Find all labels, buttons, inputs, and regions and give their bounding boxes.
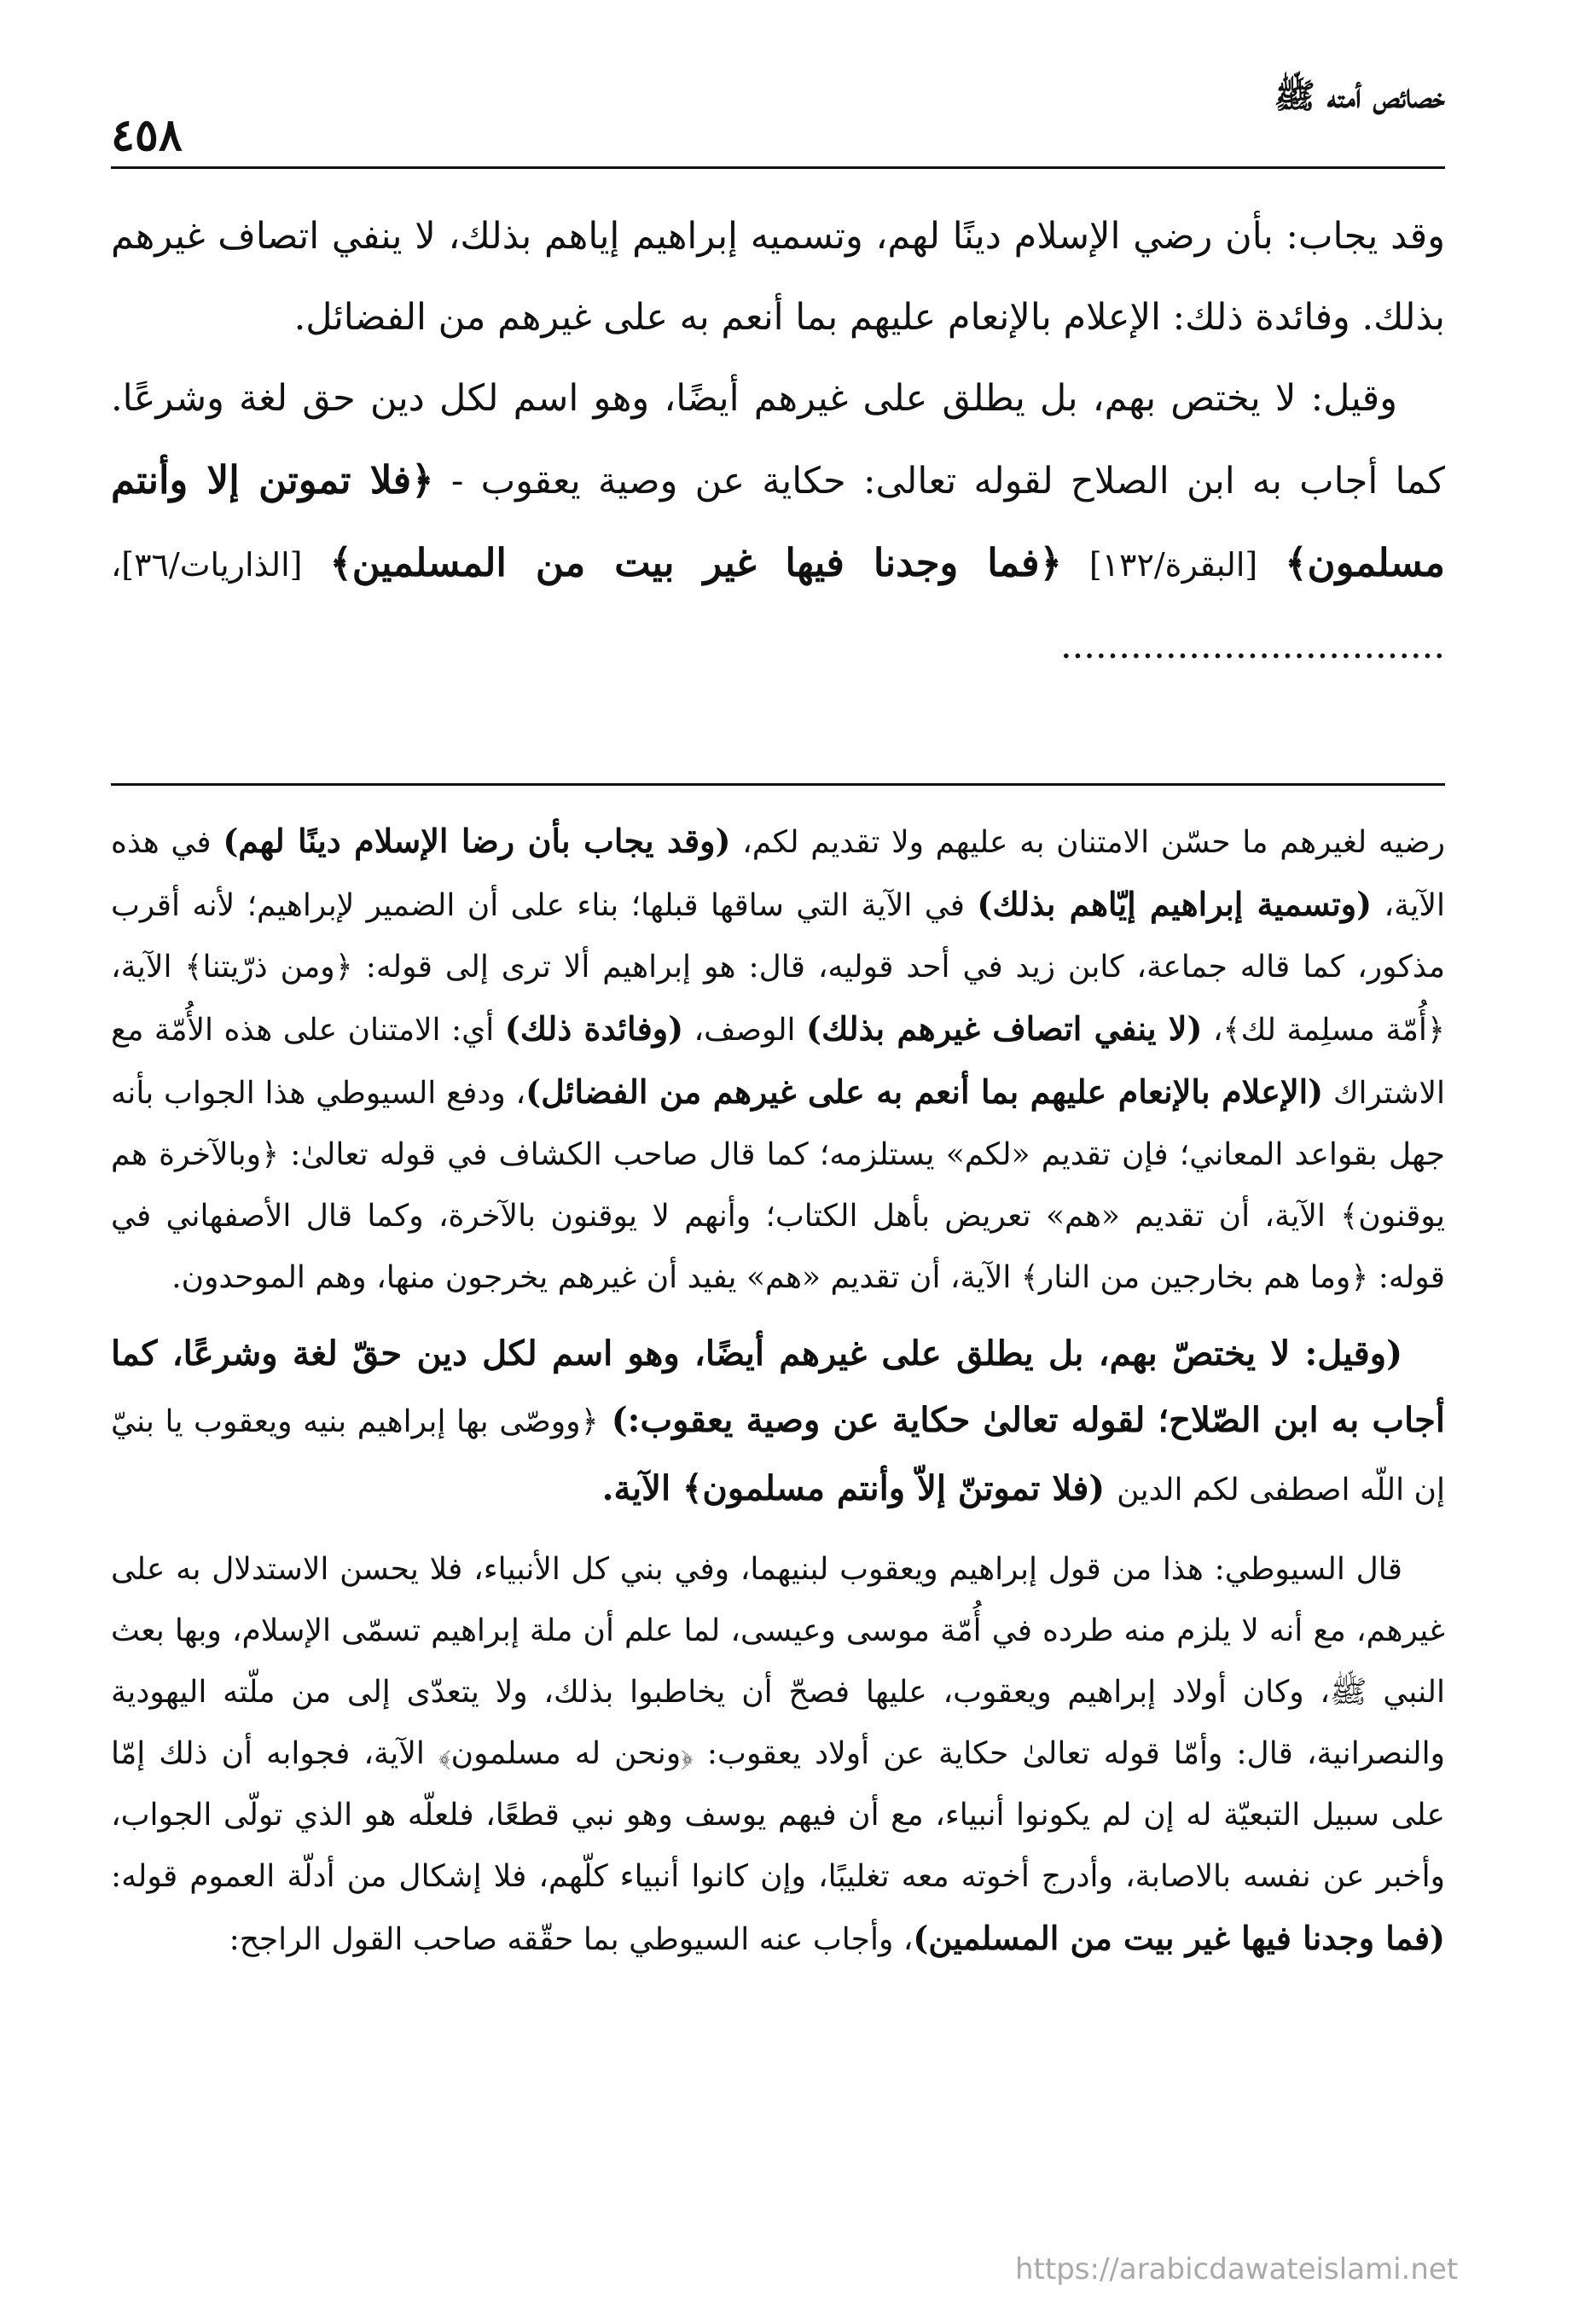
main-paragraph-2 — [111, 358, 1445, 687]
commentary-text-run: في الآية التي ساقها قبلها؛ بناء على أن الضمير لإبراهيم؛ لأنه أقرب مذكور، كما قاله جماعة، كابن زيد في أحد قوليه، قال: هو إبراهيم ألا ترى إلى قوله: ﴿ومن ذرّيتنا﴾ الآية، ﴿أُمّة مسلِمة لك﴾، — [111, 888, 1445, 1048]
quoted-matn: (فما وجدنا فيها غير بيت من المسلمين) — [913, 1919, 1445, 1957]
verse-quote: ﴿ووصّى بها إبراهيم بنيه ويعقوب يا بنيّ إن اللّه اصطفى لكم الدين — [111, 1404, 1445, 1508]
quoted-matn: (لا ينفي اتصاف غيرهم بذلك) — [806, 1009, 1203, 1048]
quoted-matn: (وتسمية إبراهيم إيّاهم بذلك) — [977, 885, 1373, 923]
commentary-text-run: قال السيوطي: هذا من قول إبراهيم ويعقوب لبنيهما، وفي بني كل الأنبياء، فلا يحسن الاستدلال به على غيرهم، مع أنه لا يلزم منه طرده في أُمّة موسى وعيسى، لما علم أن ملة إبراهيم تسمّى الإسلام، وبها بعث النبي ﷺ، وكان أولاد إبراهيم ويعقوب، عليها فصحّ أن يخاطبوا بذلك، ولا يتعدّى إلى من ملّته اليهودية والنصرانية، قال: وأمّا قوله تعالىٰ حكاية عن أولاد يعقوب: ﴿ونحن له مسلمون﴾ الآية، فجوابه أن ذلك إمّا على سبيل التبعيّة له إن لم يكونوا أنبياء، مع أن فيهم يوسف وهو نبي قطعًا، فلعلّه هو الذي تولّى الجواب، وأخبر عن نفسه بالاصابة، وأدرج أخوته معه تغليبًا، وإن كانوا أنبياء كلّهم، فلا إشكال من أدلّة العموم قوله: — [111, 1552, 1446, 1894]
commentary-text-run: ، وأجاب عنه السيوطي بما حقّقه صاحب القول الراجح: — [229, 1922, 914, 1957]
quoted-matn: (فلا تموتنّ إلاّ وأنتم مسلمون﴾ الآية. — [601, 1468, 1117, 1508]
commentary-paragraph-3 — [111, 1539, 1445, 1971]
commentary-text-run: أي: الامتنان على هذه الأُمّة مع الاشتراك — [111, 1013, 1445, 1111]
quoted-matn: (وقيل: لا يختصّ بهم، بل يطلق على غيرهم أيضًا، وهو اسم لكل دين حقّ لغة وشرعًا، كما أجاب به ابن الصّلاح؛ لقوله تعالىٰ حكاية عن وصية يعقوب:) — [111, 1333, 1445, 1440]
verse-reference-2: [الذاريات/٣٦]، — [111, 546, 303, 584]
quoted-matn: (الإعلام بالإنعام عليهم بما أنعم به على غيرهم من الفضائل) — [525, 1072, 1324, 1111]
commentary-text-run: ، ودفع السيوطي هذا الجواب بأنه جهل بقواعد المعاني؛ فإن تقديم «لكم» يستلزمه؛ كما قال صاحب الكشاف في قوله تعالىٰ: ﴿وبالآخرة هم يوقنون﴾ الآية، أن تقديم «هم» تعريض بأهل الكتاب؛ وأنهم لا يوقنون بالآخرة، وكما قال الأصفهاني في قوله: ﴿وما هم بخارجين من النار﴾ الآية، أن تقديم «هم» يفيد أن غيرهم يخرجون منها، وهم الموحدون. — [111, 1076, 1445, 1295]
running-title: خصائص أمته ﷺ — [1274, 76, 1445, 116]
commentary-text-run: في هذه الآية، — [111, 825, 1446, 923]
main-paragraph-2-text: وقيل: لا يختص بهم، بل يطلق على غيرهم أيضًا، وهو اسم لكل دين حق لغة وشرعًا. كما أجاب به ابن الصلاح لقوله تعالى: حكاية عن وصية يعقوب - — [111, 377, 1445, 503]
commentary-divider — [111, 783, 1445, 786]
commentary-text-run: رضيه لغيرهم ما حسّن الامتنان به عليهم ولا تقديم لكم، — [730, 825, 1445, 860]
watermark-url: https://arabicdawateislami.net — [1015, 2252, 1459, 2286]
verse-reference-1: [البقرة/١٣٢] — [1088, 546, 1258, 584]
quoted-matn: (وفائدة ذلك) — [504, 1009, 684, 1048]
verse-quote-2: ﴿فما وجدنا فيها غير بيت من المسلمين﴾ — [329, 540, 1062, 585]
main-paragraph-1: وقد يجاب: بأن رضي الإسلام دينًا لهم، وتسميه إبراهيم إياهم بذلك، لا ينفي اتصاف غيرهم بذلك. وفائدة ذلك: الإعلام بالإنعام عليهم بما أنعم به على غيرهم من الفضائل. — [111, 215, 1445, 339]
commentary-paragraph-1 — [111, 810, 1445, 1309]
verse-quote-1: ﴿فلا تموتن إلا وأنتم مسلمون﴾ — [111, 457, 1446, 585]
commentary-text — [111, 810, 1445, 1976]
page-header — [111, 60, 1445, 161]
commentary-text-run: الوصف، — [683, 1013, 807, 1048]
main-text — [111, 196, 1445, 687]
commentary-paragraph-2 — [111, 1321, 1445, 1524]
header-divider — [111, 166, 1445, 169]
page-number: ٤٥٨ — [111, 109, 183, 161]
ellipsis-dots: ................................. — [1059, 625, 1445, 667]
quoted-matn: (وقد يجاب بأن رضا الإسلام دينًا لهم) — [223, 822, 731, 860]
